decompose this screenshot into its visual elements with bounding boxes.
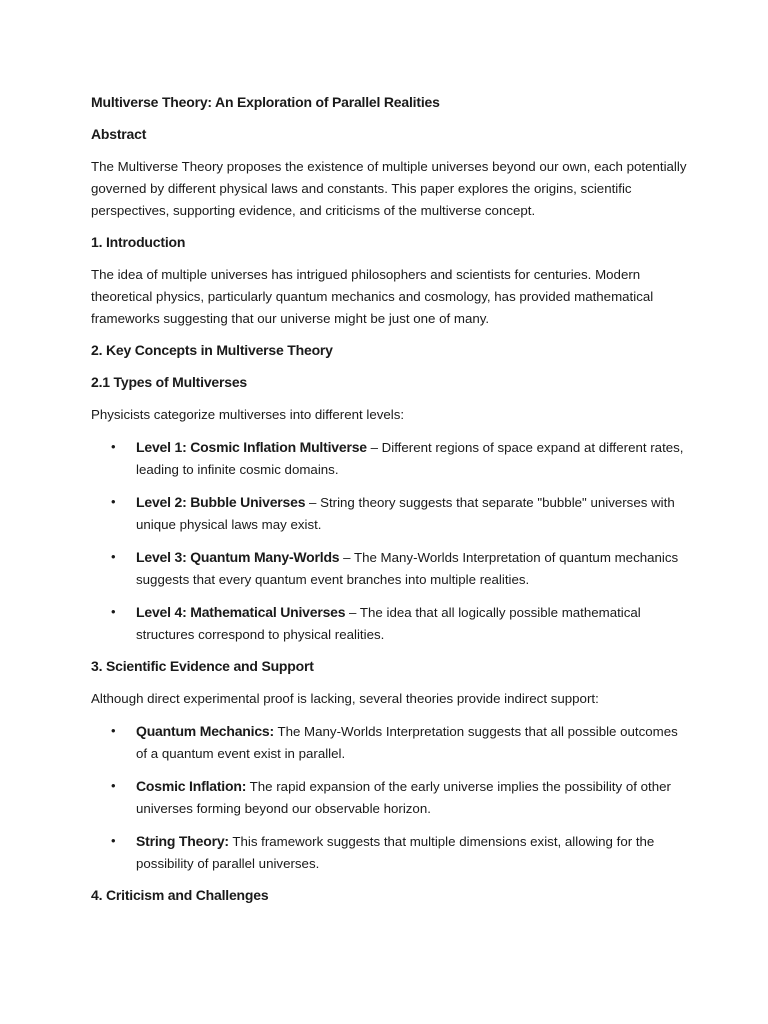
bullet-marker: • xyxy=(111,439,116,454)
bullet-marker: • xyxy=(111,833,116,848)
document-page xyxy=(91,92,691,917)
list-item-description: String theory suggests that separate "bubble" universes with unique physical laws may exist. xyxy=(136,495,675,532)
abstract-paragraph: The Multiverse Theory proposes the existence of multiple universes beyond our own, each potentially governed by different physical laws and constants. This paper explores the origins, scientific perspectives, supporting evidence, and criticisms of the multiverse concept. xyxy=(91,159,687,218)
list-item-description: The rapid expansion of the early universe implies the possibility of other universes forming beyond our observable horizon. xyxy=(136,779,671,816)
list-item-separator: – xyxy=(345,605,360,620)
types-intro-paragraph: Physicists categorize multiverses into different levels: xyxy=(91,407,405,422)
list-item-separator: – xyxy=(305,495,321,510)
list-item xyxy=(91,436,691,481)
list-item-term: Level 2: Bubble Universes xyxy=(136,494,306,510)
bullet-marker: • xyxy=(111,723,116,738)
list-item xyxy=(91,546,691,591)
key-concepts-heading: 2. Key Concepts in Multiverse Theory xyxy=(91,342,333,358)
abstract-heading: Abstract xyxy=(91,126,147,142)
list-item-description: The idea that all logically possible mathematical structures correspond to physical realities. xyxy=(136,605,641,642)
list-item xyxy=(91,775,691,820)
list-item-term: Level 1: Cosmic Inflation Multiverse xyxy=(136,439,367,455)
list-item-separator: – xyxy=(339,550,354,565)
list-item-description: The Many-Worlds Interpretation of quantum mechanics suggests that every quantum event branches into multiple realities. xyxy=(136,550,679,587)
evidence-list xyxy=(91,720,691,875)
list-item-description: The Many-Worlds Interpretation suggests that all possible outcomes of a quantum event exist in parallel. xyxy=(136,724,678,761)
document-title: Multiverse Theory: An Exploration of Parallel Realities xyxy=(91,94,440,110)
list-item-term: String Theory: xyxy=(136,833,229,849)
list-item-term: Level 4: Mathematical Universes xyxy=(136,604,346,620)
evidence-heading: 3. Scientific Evidence and Support xyxy=(91,658,314,674)
bullet-marker: • xyxy=(111,604,116,619)
introduction-heading: 1. Introduction xyxy=(91,234,186,250)
list-item xyxy=(91,720,691,765)
list-item-description: Different regions of space expand at different rates, leading to infinite cosmic domains. xyxy=(136,440,684,477)
list-item-separator: – xyxy=(366,440,382,455)
types-heading: 2.1 Types of Multiverses xyxy=(91,374,248,390)
bullet-marker: • xyxy=(111,778,116,793)
list-item-term: Level 3: Quantum Many-Worlds xyxy=(136,549,340,565)
list-item xyxy=(91,491,691,536)
list-item-term: Quantum Mechanics: xyxy=(136,723,274,739)
bullet-marker: • xyxy=(111,494,116,509)
evidence-intro-paragraph: Although direct experimental proof is lacking, several theories provide indirect support: xyxy=(91,691,599,706)
criticism-heading: 4. Criticism and Challenges xyxy=(91,887,269,903)
list-item-term: Cosmic Inflation: xyxy=(136,778,247,794)
multiverse-levels-list xyxy=(91,436,691,646)
list-item xyxy=(91,601,691,646)
list-item xyxy=(91,830,691,875)
bullet-marker: • xyxy=(111,549,116,564)
introduction-paragraph: The idea of multiple universes has intrigued philosophers and scientists for centuries. Modern theoretical physics, particularly quantum mechanics and cosmology, has provided mathematical frameworks suggesting that our universe might be just one of many. xyxy=(91,267,654,326)
list-item-description: This framework suggests that multiple dimensions exist, allowing for the possibility of parallel universes. xyxy=(136,834,655,871)
